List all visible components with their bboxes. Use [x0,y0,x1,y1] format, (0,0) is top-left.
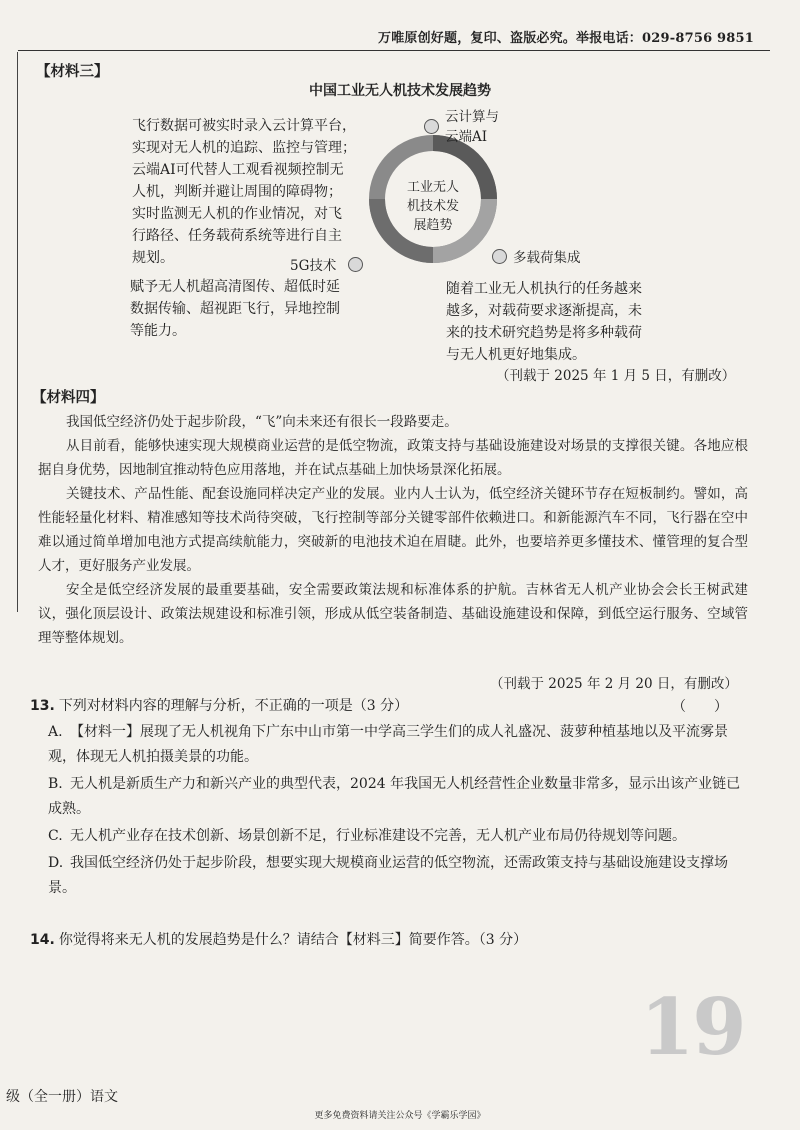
page-number: 19 [640,982,745,1073]
option-b[interactable]: B. 无人机是新质生产力和新兴产业的典型代表，2024 年我国无人机经营性企业数量非常多，显示出该产业链已成熟。 [48,776,741,817]
cloud-ai-description: 飞行数据可被实时录入云计算平台， 实现对无人机的追踪、监控与管理； 云端AI可代替人工观看视频控制无 人机，判断并避让周围的障碍物； 实时监测无人机的作业情况，对飞 行路径、任务载荷系统等进行自主 规划。 [132,118,356,266]
paragraph: 从目前看，能够快速实现大规模商业运营的是低空物流，政策支持与基础设施建设对场景的支撑很关键。各地应根据自身优势，因地制宜推动特色应用落地，并在试点基础上加快场景深化拓展。 [38,438,748,478]
header-divider [18,50,770,51]
question-stem: 下列对材料内容的理解与分析，不正确的一项是（3 分） [58,698,409,714]
question-14 [30,928,750,952]
question-13 [30,694,750,718]
material-4-label: 【材料四】 [32,389,105,406]
paragraph: 安全是低空经济发展的最重要基础，安全需要政策法规和标准体系的护航。吉林省无人机产业协会会长王树武建议，强化顶层设计、政策法规建设和标准引领，形成从低空装备制造、基础设施建设和保障，到低空运行服务、空域管理等整体规划。 [38,582,748,646]
question-13-options [48,720,748,901]
question-number: 13. [30,698,55,714]
footer-notice: 更多免费资料请关注公众号《学霸乐学园》 [314,1111,486,1121]
option-a[interactable]: A. 【材料一】展现了无人机视角下广东中山市第一中学高三学生们的成人礼盛况、菠萝种植基地以及平流雾景观，体现无人机拍摄美景的功能。 [48,724,728,765]
diagram-title: 中国工业无人机技术发展趋势 [309,83,491,99]
node-5g: 5G技术 [290,254,363,274]
footer-book-title: 级（全一册）语文 [6,1089,118,1105]
paragraph: 关键技术、产品性能、配套设施同样决定产业的发展。业内人士认为，低空经济关键环节存在短板制约。譬如，高性能轻量化材料、精准感知等技术尚待突破，飞行控制等部分关键零部件依赖进口。和新能源汽车不同，飞行器在空中难以通过简单增加电池方式提高续航能力，突破新的电池技术迫在眉睫。此外，也要培养更多懂技术、懂管理的复合型人才，更好服务产业发展。 [38,486,748,574]
material-3-source: （刊载于 2025 年 1 月 5 日，有删改） [496,368,736,384]
payload-description: 随着工业无人机执行的任务越来 越多，对载荷要求逐渐提高，未 来的技术研究趋势是将多种载荷 与无人机更好地集成。 [446,281,642,363]
node-cloud-ai: 云计算与 云端AI [424,107,499,147]
option-c[interactable]: C. 无人机产业存在技术创新、场景创新不足，行业标准建设不完善，无人机产业布局仍待规划等问题。 [48,828,686,844]
question-number: 14. [30,932,55,948]
material-4-body [38,410,748,650]
bullet-dot-icon [492,249,507,264]
margin-rule [17,52,18,612]
material-3-label: 【材料三】 [36,63,109,80]
option-d[interactable]: D. 我国低空经济仍处于起步阶段，想要实现大规模商业运营的低空物流，还需政策支持与基础设施建设支撑场景。 [48,855,728,896]
copyright-notice: 万唯原创好题，复印、盗版必究。举报电话：029-8756 9851 [378,31,755,46]
answer-blank[interactable]: （ ） [672,699,728,715]
bullet-dot-icon [424,119,439,134]
5g-description: 赋予无人机超高清图传、超低时延 数据传输、超视距飞行，异地控制 等能力。 [130,279,340,339]
question-stem: 你觉得将来无人机的发展趋势是什么？请结合【材料三】简要作答。（3 分） [58,932,528,948]
ring-center-label: 工业无人 机技术发 展趋势 [406,180,459,233]
paragraph: 我国低空经济仍处于起步阶段，“飞”向未来还有很长一段路要走。 [66,414,458,430]
node-payload: 多载荷集成 [492,246,581,266]
material-4-source: （刊载于 2025 年 2 月 20 日，有删改） [490,676,738,692]
bullet-dot-icon [348,257,363,272]
